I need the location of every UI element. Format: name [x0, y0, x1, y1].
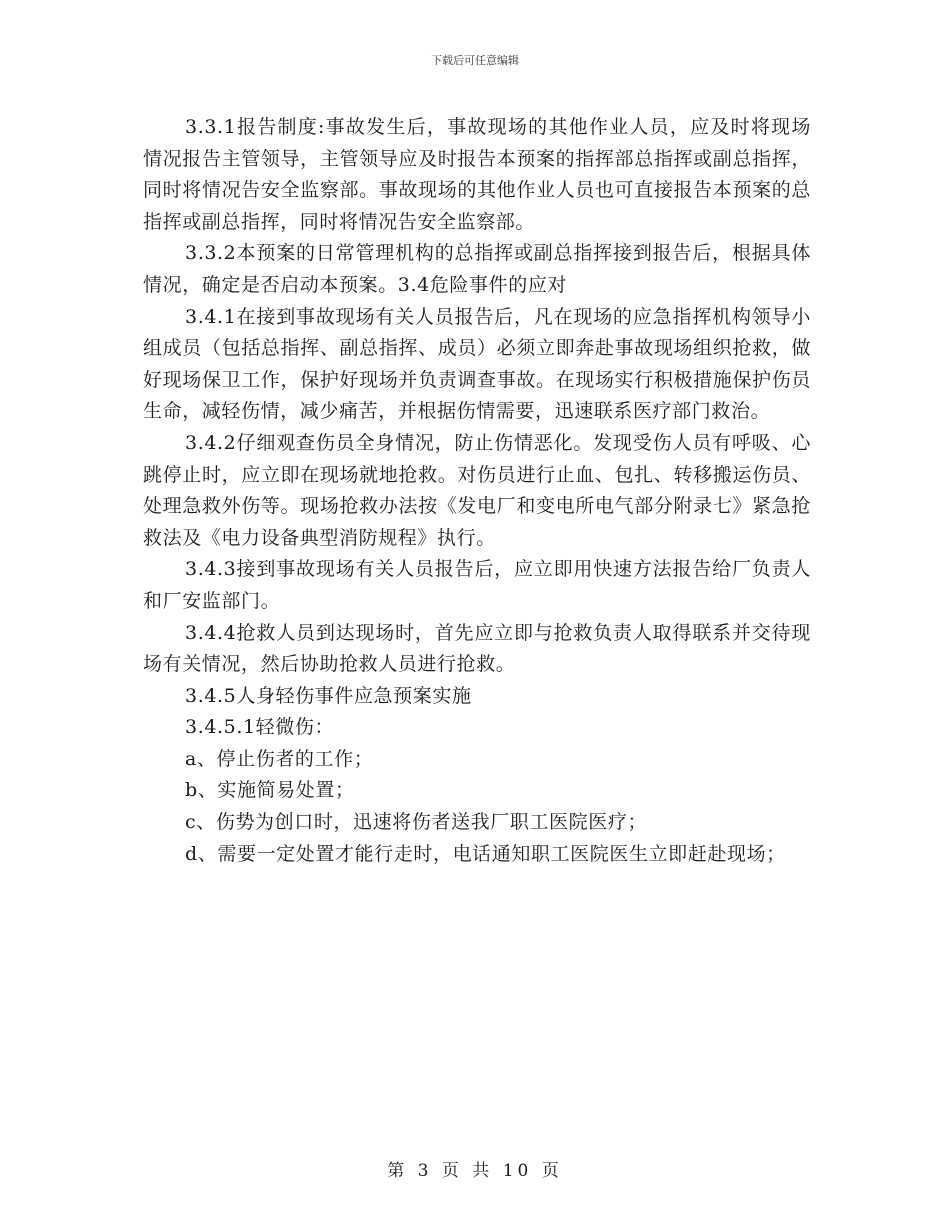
list-item-c: c、伤势为创口时，迅速将伤者送我厂职工医院医疗；: [185, 811, 648, 834]
paragraph-3-4-3: 3.4.3接到事故现场有关人员报告后，应立即用快速方法报告给厂负责人和厂安监部门。: [143, 558, 811, 612]
document-body: [143, 112, 811, 870]
page-header: 下载后可任意编辑: [431, 54, 519, 67]
paragraph-3-3-2: 3.3.2本预案的日常管理机构的总指挥或副总指挥接到报告后，根据具体情况，确定是否启动本预案。3.4危险事件的应对: [143, 242, 811, 296]
list-item-b: b、实施简易处置；: [185, 779, 355, 802]
paragraph-3-3-1: 3.3.1报告制度:事故发生后，事故现场的其他作业人员，应及时将现场情况报告主管领导，主管领导应及时报告本预案的指挥部总指挥或副总指挥，同时将情况告安全监察部。事故现场的其他作业人员也可直接报告本预案的总指挥或副总指挥，同时将情况告安全监察部。: [143, 116, 811, 233]
page-footer: 第 3 页 共 10 页: [387, 1161, 563, 1181]
paragraph-3-4-4: 3.4.4抢救人员到达现场时，首先应立即与抢救负责人取得联系并交待现场有关情况，然后协助抢救人员进行抢救。: [143, 621, 811, 676]
list-item-d: d、需要一定处置才能行走时，电话通知职工医院医生立即赶赴现场；: [185, 842, 786, 865]
paragraph-3-4-5-1: 3.4.5.1轻微伤：: [185, 716, 335, 739]
paragraph-3-4-2: 3.4.2仔细观查伤员全身情况，防止伤情恶化。发现受伤人员有呼吸、心跳停止时，应立即在现场就地抢救。对伤员进行止血、包扎、转移搬运伤员、处理急救外伤等。现场抢救办法按《发电厂和变电所电气部分附录七》紧急抢救法及《电力设备典型消防规程》执行。: [143, 431, 811, 549]
list-item-a: a、停止伤者的工作；: [185, 747, 374, 770]
paragraph-3-4-1: 3.4.1在接到事故现场有关人员报告后，凡在现场的应急指挥机构领导小组成员（包括总指挥、副总指挥、成员）必须立即奔赴事故现场组织抢救，做好现场保卫工作，保护好现场并负责调查事故。在现场实行积极措施保护伤员生命，减轻伤情，减少痛苦，并根据伤情需要，迅速联系医疗部门救治。: [143, 305, 811, 423]
paragraph-3-4-5: 3.4.5人身轻伤事件应急预案实施: [185, 684, 472, 707]
